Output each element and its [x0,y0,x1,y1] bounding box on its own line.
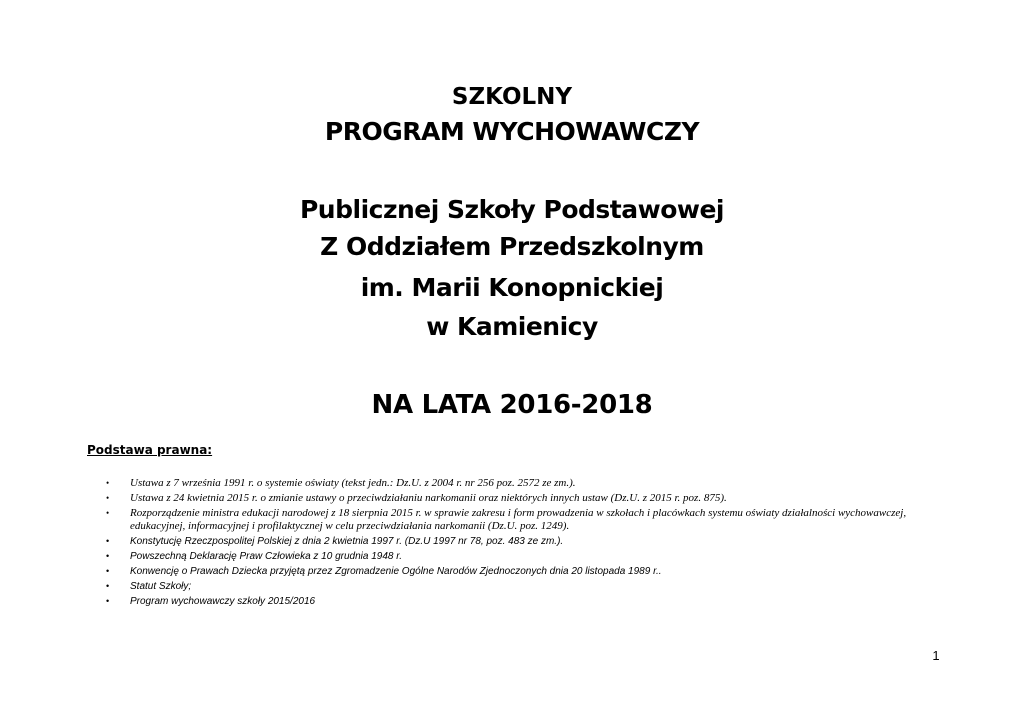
legal-basis-list [106,477,936,610]
title-line-szkolny: SZKOLNY [451,84,573,110]
list-item-text: Statut Szkoły; [130,581,192,592]
title-line-location: w Kamienicy [426,312,598,341]
bullet-icon: • [106,596,110,606]
bullet-icon: • [106,581,110,591]
bullet-icon: • [106,551,110,561]
bullet-icon: • [106,566,110,576]
list-item-text: Ustawa z 24 kwietnia 2015 r. o zmianie ustawy o przeciwdziałaniu narkomanii oraz niektórych innych ustaw (Dz.U. z 2015 r. poz. 875). [130,492,727,504]
list-item [106,492,936,505]
legal-basis-heading: Podstawa prawna: [87,443,213,457]
list-item [106,477,936,490]
list-item-text: Rozporządzenie ministra edukacji narodowej z 18 sierpnia 2015 r. w sprawie zakresu i form prowadzenia w szkołach i placówkach systemu oświaty działalności wychowawczej, edukacyjnej, informacyjnej i profilaktycznej w celu przeciwdziałania narkomanii (Dz.U. poz. 1249). [130,507,907,532]
title-line-years: NA LATA 2016-2018 [371,390,653,420]
title-line-school-name: Publicznej Szkoły Podstawowej [299,195,724,224]
bullet-icon: • [106,508,110,518]
list-item [106,565,936,578]
page-number: 1 [932,648,940,663]
list-item [106,535,936,548]
title-line-patron: im. Marii Konopnickiej [360,273,664,302]
bullet-icon: • [106,536,110,546]
list-item [106,550,936,563]
list-item [106,580,936,593]
list-item-text: Konstytucję Rzeczpospolitej Polskiej z dnia 2 kwietnia 1997 r. (Dz.U 1997 nr 78, poz. 483 ze zm.). [130,536,564,547]
title-line-program: PROGRAM WYCHOWAWCZY [324,117,700,146]
bullet-icon: • [106,493,110,503]
list-item-text: Konwencję o Prawach Dziecka przyjętą przez Zgromadzenie Ogólne Narodów Zjednoczonych dnia 20 listopada 1989 r.. [130,566,662,577]
bullet-icon: • [106,478,110,488]
list-item-text: Program wychowawczy szkoły 2015/2016 [130,596,316,607]
list-item [106,595,936,608]
title-line-preschool: Z Oddziałem Przedszkolnym [320,232,704,261]
list-item [106,507,936,533]
list-item-text: Powszechną Deklarację Praw Człowieka z 10 grudnia 1948 r. [130,551,402,562]
list-item-text: Ustawa z 7 września 1991 r. o systemie oświaty (tekst jedn.: Dz.U. z 2004 r. nr 256 poz. 2572 ze zm.). [130,477,576,489]
